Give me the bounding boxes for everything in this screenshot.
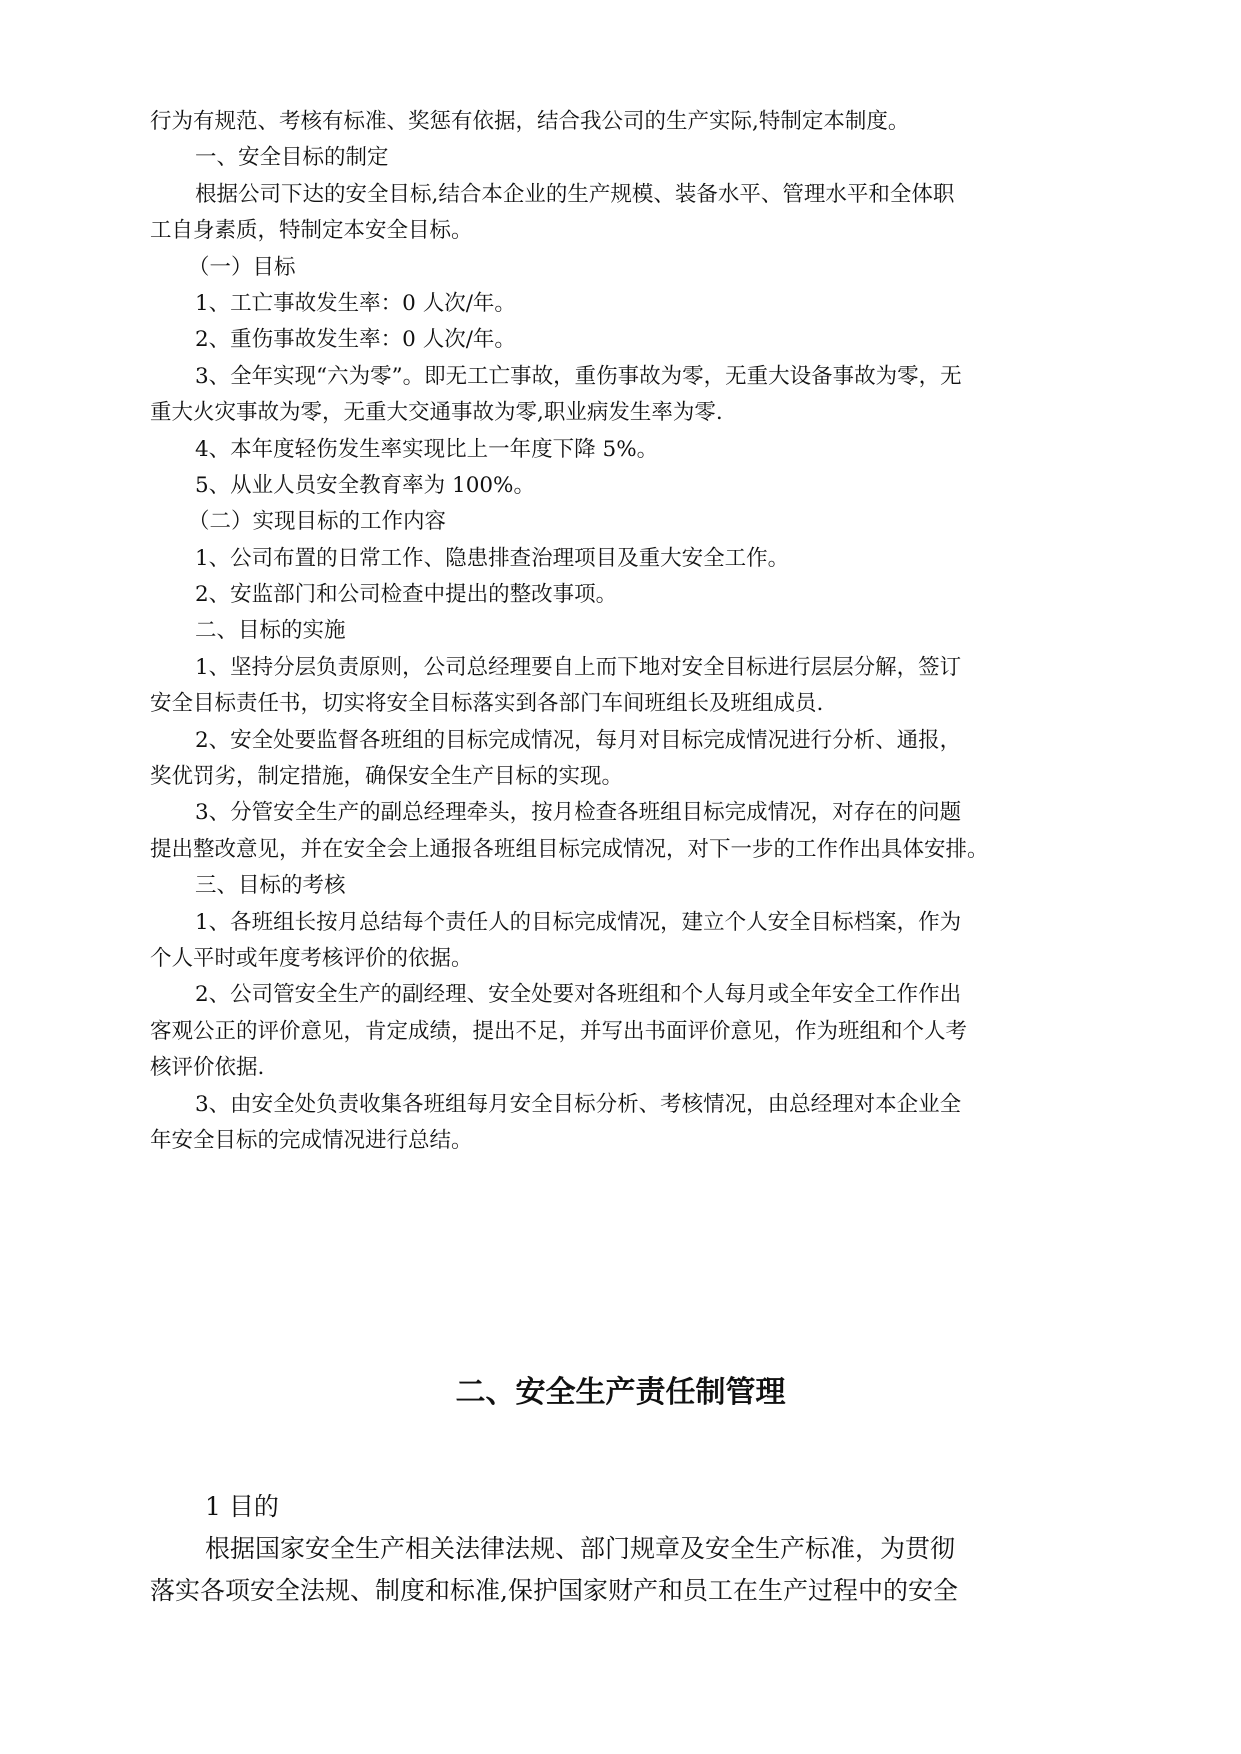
list-item-continuation: 奖优罚劣，制定措施，确保安全生产目标的实现。 <box>150 764 624 790</box>
list-item: 5、从业人员安全教育率为 100%。 <box>195 472 535 498</box>
body-text <box>150 104 1095 1159</box>
chapter-heading: 二、安全生产责任制管理 <box>455 1375 786 1410</box>
paragraph-line: 工自身素质，特制定本安全目标。 <box>150 218 473 244</box>
list-item-continuation: 提出整改意见，并在安全会上通报各班组目标完成情况，对下一步的工作作出具体安排。 <box>150 836 989 862</box>
list-item: 2、公司管安全生产的副经理、安全处要对各班组和个人每月或全年安全工作作出 <box>195 982 962 1008</box>
paragraph-line: 根据国家安全生产相关法律法规、部门规章及安全生产标准，为贯彻 <box>205 1534 956 1563</box>
section-title: 二、目标的实施 <box>195 618 346 644</box>
list-item: 2、重伤事故发生率：0 人次/年。 <box>195 327 516 353</box>
list-item-continuation: 重大火灾事故为零，无重大交通事故为零,职业病发生率为零. <box>150 400 723 426</box>
list-item: 1、工亡事故发生率：0 人次/年。 <box>195 290 516 316</box>
list-item: 3、分管安全生产的副总经理牵头，按月检查各班组目标完成情况，对存在的问题 <box>195 800 962 826</box>
paragraph-line: 落实各项安全法规、制度和标准,保护国家财产和员工在生产过程中的安全 <box>150 1576 958 1605</box>
list-item: 1、公司布置的日常工作、隐患排查治理项目及重大安全工作。 <box>195 545 790 571</box>
list-item-continuation: 客观公正的评价意见，肯定成绩，提出不足，并写出书面评价意见，作为班组和个人考 <box>150 1018 968 1044</box>
subsection-title: （一）目标 <box>188 254 296 280</box>
list-item: 3、全年实现“六为零”。即无工亡事故，重伤事故为零，无重大设备事故为零，无 <box>195 363 962 389</box>
list-item: 3、由安全处负责收集各班组每月安全目标分析、考核情况，由总经理对本企业全 <box>195 1091 962 1117</box>
subheading: 1 目的 <box>205 1492 279 1521</box>
list-item-continuation: 核评价依据. <box>150 1055 265 1081</box>
list-item-continuation: 安全目标责任书，切实将安全目标落实到各部门车间班组长及班组成员. <box>150 691 824 717</box>
section-title: 一、安全目标的制定 <box>195 145 389 171</box>
subsection-title: （二）实现目标的工作内容 <box>188 509 447 535</box>
list-item: 2、安监部门和公司检查中提出的整改事项。 <box>195 582 618 608</box>
list-item: 2、安全处要监督各班组的目标完成情况，每月对目标完成情况进行分析、通报， <box>195 727 962 753</box>
list-item-continuation: 个人平时或年度考核评价的依据。 <box>150 945 473 971</box>
list-item-continuation: 年安全目标的完成情况进行总结。 <box>150 1127 473 1153</box>
list-item: 1、各班组长按月总结每个责任人的目标完成情况，建立个人安全目标档案，作为 <box>195 909 962 935</box>
paragraph-line: 行为有规范、考核有标准、奖惩有依据，结合我公司的生产实际,特制定本制度。 <box>150 109 910 134</box>
list-item: 1、坚持分层负责原则，公司总经理要自上而下地对安全目标进行层层分解，签订 <box>195 654 962 680</box>
section-body <box>150 1486 1095 1612</box>
section-title: 三、目标的考核 <box>195 873 346 899</box>
paragraph-line: 根据公司下达的安全目标,结合本企业的生产规模、装备水平、管理水平和全体职 <box>195 181 955 207</box>
list-item: 4、本年度轻伤发生率实现比上一年度下降 5%。 <box>195 436 659 462</box>
